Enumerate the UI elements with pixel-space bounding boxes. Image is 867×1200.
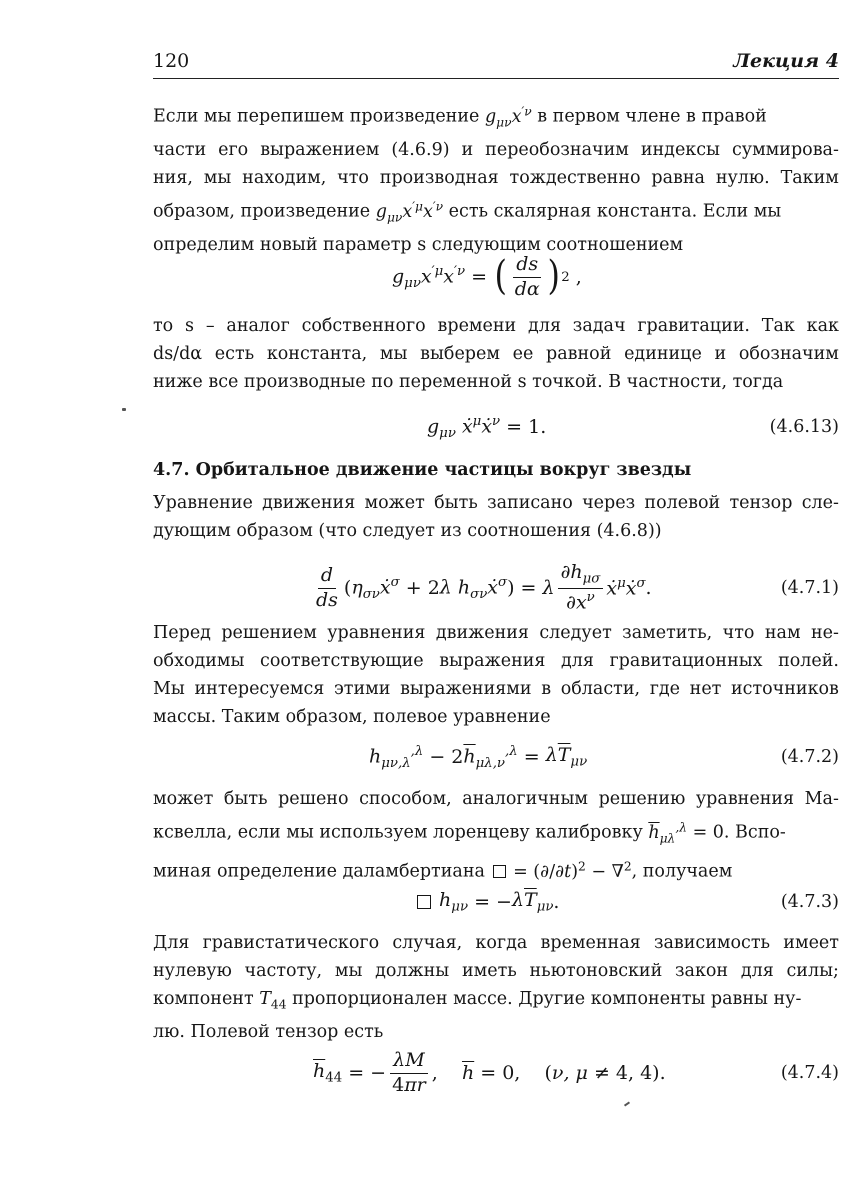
equation-number: (4.7.1)	[780, 578, 839, 598]
text-line: части его выражением (4.6.9) и переобозначим индексы суммирова-	[153, 140, 839, 161]
text-line: Перед решением уравнения движения следует заметить, что нам не-	[153, 623, 839, 643]
paragraph-2	[153, 312, 839, 396]
equation-body: $g_{\mu\nu}x^{'\mu}x^{'\nu}$ = ( $\frac{ds}{d\alpha}$ ) 2 ,	[392, 252, 582, 300]
page-number: 120	[153, 50, 190, 72]
equation-number: (4.7.4)	[780, 1063, 839, 1083]
text-line: Если мы перепишем произведение $g_{\mu\nu}x^{'\nu}$ в первом члене в правой	[153, 104, 767, 130]
equation-number: (4.7.2)	[780, 747, 839, 767]
inline-math: $T_{44}$	[259, 989, 287, 1012]
header-rule	[153, 78, 839, 79]
text-line: определим новый параметр s следующим соотношением	[153, 235, 684, 256]
text-line: Для гравистатического случая, когда временная зависимость имеет	[153, 933, 839, 953]
equation-4-6-13	[153, 398, 839, 456]
text-line: ниже все производные по переменной s точкой. В частности, тогда	[153, 372, 784, 392]
equation-body: $g_{\mu\nu}$ ẋ$^\mu$ẋ$^\nu$ = 1.	[427, 413, 547, 441]
equation-body: $h_{\mu\nu,\lambda}^{,\lambda}$ − 2 $\overline{h}_{\mu\lambda,\nu}^{,\lambda}$ = $\lambda\overline{T}_{\mu\nu}$	[369, 743, 588, 771]
text-line: ds/dα есть константа, мы выберем ее равной единице и обозначим	[153, 344, 839, 364]
inline-math: = $(\partial/\partial t)^2 - \nabla^2$	[491, 862, 632, 882]
text-line: обходимы соответствующие выражения для гравитационных полей.	[153, 651, 839, 671]
equation-4-7-1	[153, 556, 839, 620]
equation-body: $\frac{d}{ds}$ ( $\eta_{\sigma\nu}ẋ^\sigma$ + 2 λ $h_{\sigma\nu}ẋ^\sigma$ ) = λ $\frac{\partial h_{\mu\sigma}}{\partial x^\nu}$ ẋ$^\mu$ẋ$^\sigma$ .	[316, 560, 652, 614]
text-line: лю. Полевой тензор есть	[153, 1022, 384, 1043]
page-header	[153, 50, 839, 76]
scan-speck	[122, 408, 126, 411]
text-line: Уравнение движения может быть записано через полевой тензор сле-	[153, 493, 839, 513]
inline-math: $\overline{h}_{\mu\lambda}^{,\lambda}$	[648, 820, 687, 846]
paragraph-4	[153, 619, 839, 731]
paragraph-5	[153, 785, 839, 886]
text-line: компонент $T_{44}$ пропорционален массе. Другие компоненты равны ну-	[153, 989, 802, 1012]
equation-number: (4.7.3)	[780, 892, 839, 912]
text-line: нулевую частоту, мы должны иметь ньютоновский закон для силы;	[153, 961, 839, 981]
text-line: массы. Таким образом, полевое уравнение	[153, 707, 551, 727]
equation-4-7-3	[153, 872, 839, 932]
text-line: ксвелла, если мы используем лоренцеву калибровку $\overline{h}_{\mu\lambda}^{,\lambda} = 0$. Вспо-	[153, 820, 786, 846]
paragraph-3	[153, 489, 839, 545]
text-line: ния, мы находим, что производная тождественно равна нулю. Таким	[153, 168, 839, 189]
inline-math: $g_{\mu\nu}x^{'\nu}$	[484, 104, 532, 130]
text-line: миная определение даламбертиана = $(\partial/\partial t)^2 - \nabla^2$, получаем	[153, 859, 733, 882]
text-line: может быть решено способом, аналогичным решению уравнения Ма-	[153, 789, 839, 809]
text-line: дующим образом (что следует из соотношения (4.6.8))	[153, 521, 662, 541]
paragraph-6	[153, 929, 839, 1046]
equation-s-definition	[153, 244, 839, 310]
running-title: Лекция 4	[733, 50, 839, 72]
text-line: образом, произведение $g_{\mu\nu}x^{'\mu}x^{'\nu}$ есть скалярная константа. Если мы	[153, 199, 782, 225]
equation-body: $h_{\mu\nu}$ = − $\lambda\overline{T}_{\mu\nu}$ .	[415, 872, 559, 932]
equation-4-7-4	[153, 1040, 839, 1106]
equation-body: $\overline{h}_{44}$ = − $\frac{\lambda M}{4\pi r}$ , $\overline{h}$ = 0, ( ν, μ ≠ 4, 4).	[313, 1048, 666, 1096]
equation-number: (4.6.13)	[769, 417, 839, 437]
equation-4-7-2	[153, 728, 839, 786]
inline-math: $g_{\mu\nu}x^{'\mu}x^{'\nu}$	[375, 199, 444, 225]
text-line: Мы интересуемся этими выражениями в области, где нет источников	[153, 679, 839, 699]
text-line: то s – аналог собственного времени для задач гравитации. Так как	[153, 316, 839, 336]
paragraph-1	[153, 97, 839, 259]
section-heading: 4.7. Орбитальное движение частицы вокруг звезды	[153, 460, 692, 480]
